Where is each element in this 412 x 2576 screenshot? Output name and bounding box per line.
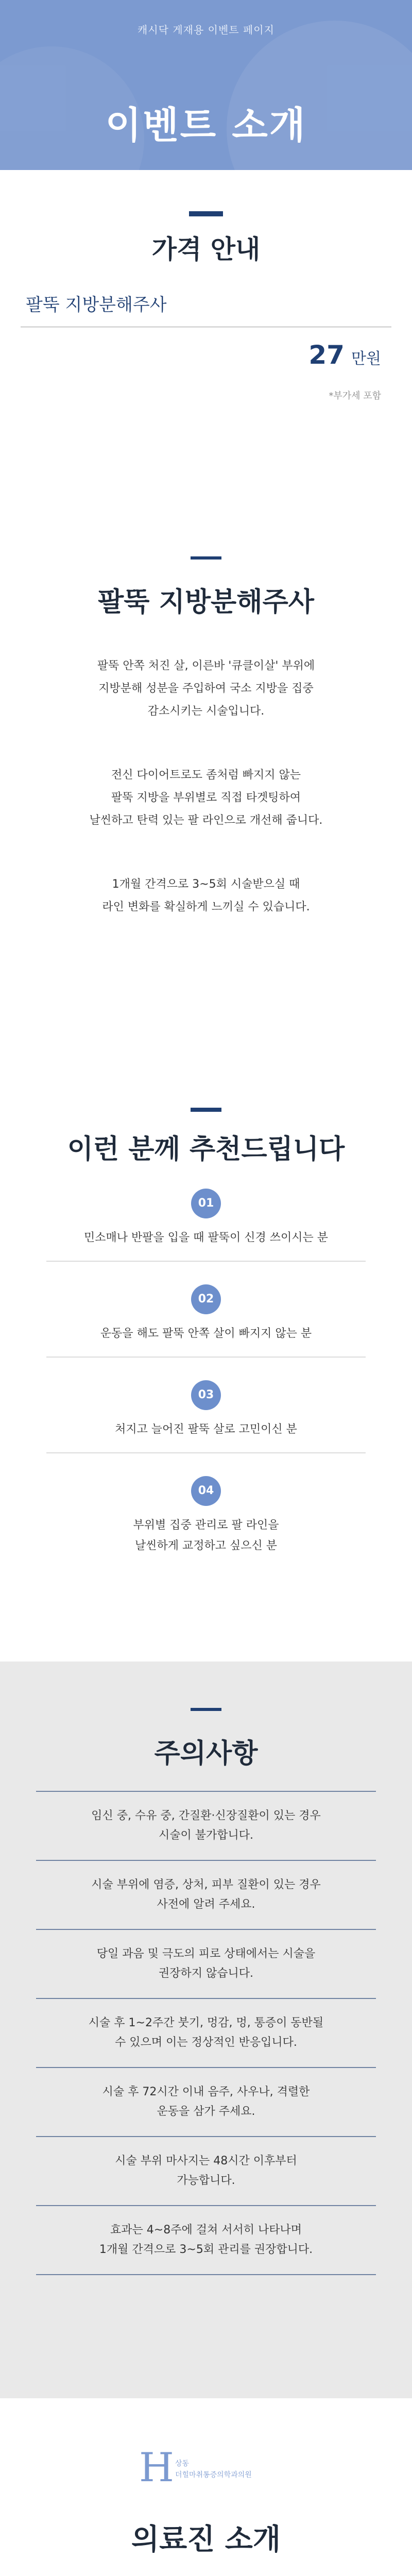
description-paragraph-1: [0, 655, 412, 723]
doctor-section: [0, 2445, 412, 2576]
recommend-number-badge: 04: [191, 1476, 221, 1506]
caution-divider: [36, 2067, 376, 2068]
recommend-number-badge: 02: [191, 1284, 221, 1314]
recommend-accent-bar: [191, 1108, 221, 1112]
caution-divider: [36, 1791, 376, 1792]
clinic-logo-mark: H: [139, 2445, 175, 2491]
recommend-item: [0, 1476, 412, 1556]
hero-title: 이벤트 소개: [105, 104, 307, 147]
description-accent-bar: [191, 556, 221, 560]
recommend-title: 이런 분께 추천드립니다: [67, 1134, 345, 1165]
price-title: 가격 안내: [151, 234, 261, 264]
description-line: 날씬하고 탄력 있는 팔 라인으로 개선해 줍니다.: [89, 814, 323, 827]
description-line: 팔뚝 안쪽 처진 살, 이른바 '큐클이살' 부위에: [97, 659, 315, 672]
recommend-item: [0, 1380, 412, 1453]
recommend-text: [0, 1515, 412, 1556]
recommend-text: [0, 1228, 412, 1248]
caution-line: 시술 후 1~2주간 붓기, 멍감, 멍, 통증이 동반될: [88, 2016, 324, 2029]
recommend-divider: [46, 1357, 366, 1358]
caution-divider: [36, 1998, 376, 1999]
recommend-text: [0, 1419, 412, 1440]
recommend-number-badge: 01: [191, 1189, 221, 1218]
price-vat-note: *부가세 포함: [329, 391, 381, 401]
clinic-logo-text: [175, 2458, 252, 2481]
description-title: 팔뚝 지방분해주사: [98, 587, 314, 618]
caution-item: [0, 1930, 412, 1998]
caution-item: [0, 2137, 412, 2205]
recommend-divider: [46, 1452, 366, 1453]
description-line: 감소시키는 시술입니다.: [147, 705, 265, 718]
description-paragraph-3: [0, 873, 412, 919]
price-section: [0, 211, 412, 531]
caution-divider: [36, 2274, 376, 2275]
product-description-section: [0, 556, 412, 1072]
caution-line: 시술 후 72시간 이내 음주, 사우나, 격렬한: [102, 2086, 310, 2098]
clinic-logo-line: 더힐마취통증의학과의원: [175, 2471, 252, 2479]
recommend-item: [0, 1189, 412, 1262]
description-paragraph-2: [0, 764, 412, 832]
caution-line: 운동을 삼가 주세요.: [157, 2105, 255, 2118]
recommend-line: 운동을 해도 팔뚝 안쪽 살이 빠지지 않는 분: [100, 1327, 312, 1340]
caution-item: [0, 1999, 412, 2067]
description-line: 지방분해 성분을 주입하여 국소 지방을 집중: [98, 682, 314, 695]
doctor-section-title: 의료진 소개: [131, 2523, 281, 2556]
caution-line: 효과는 4~8주에 걸쳐 서서히 나타나며: [110, 2224, 302, 2236]
clinic-logo-line: 상동: [175, 2460, 190, 2468]
caution-divider: [36, 2205, 376, 2206]
caution-section: [0, 1662, 412, 2398]
caution-title: 주의사항: [154, 1738, 258, 1769]
recommend-text: [0, 1324, 412, 1344]
caution-accent-bar: [191, 1708, 221, 1711]
caution-item: [0, 2068, 412, 2136]
hero-subtitle: 캐시닥 게재용 이벤트 페이지: [138, 24, 274, 36]
caution-list: [0, 1791, 412, 2275]
price-product-name: 팔뚝 지방분해주사: [26, 295, 167, 315]
caution-divider: [36, 2136, 376, 2137]
description-line: 팔뚝 지방을 부위별로 직접 타겟팅하여: [111, 791, 301, 804]
caution-line: 시술 부위에 염증, 상처, 피부 질환이 있는 경우: [91, 1878, 321, 1891]
caution-line: 임신 중, 수유 중, 간질환·신장질환이 있는 경우: [91, 1809, 321, 1822]
price-amount-row: [21, 340, 391, 370]
clinic-logo: [139, 2445, 273, 2491]
recommend-number-badge: 03: [191, 1380, 221, 1410]
caution-line: 권장하지 않습니다.: [158, 1967, 253, 1980]
caution-line: 1개월 간격으로 3~5회 관리를 권장합니다.: [99, 2243, 313, 2256]
recommend-line: 민소매나 반팔을 입을 때 팔뚝이 신경 쓰이시는 분: [84, 1231, 328, 1244]
price-accent-bar: [189, 211, 223, 216]
caution-line: 수 있으며 이는 정상적인 반응입니다.: [115, 2036, 297, 2049]
caution-line: 가능합니다.: [177, 2174, 235, 2187]
recommend-line: 날씬하게 교정하고 싶으신 분: [134, 1539, 277, 1552]
recommend-divider: [46, 1261, 366, 1262]
caution-line: 당일 과음 및 극도의 피로 상태에서는 시술을: [96, 1947, 316, 1960]
recommend-section: [0, 1108, 412, 1662]
hero-section: [0, 0, 412, 170]
price-unit: 만원: [351, 350, 381, 368]
caution-line: 사전에 알려 주세요.: [157, 1898, 255, 1911]
caution-line: 시술 부위 마사지는 48시간 이후부터: [115, 2155, 297, 2167]
price-amount: 27: [308, 340, 345, 370]
caution-line: 시술이 불가합니다.: [158, 1829, 253, 1842]
caution-divider: [36, 1929, 376, 1930]
recommend-line: 처지고 늘어진 팔뚝 살로 고민이신 분: [115, 1423, 297, 1436]
caution-item: [0, 1861, 412, 1929]
price-divider: [21, 326, 391, 328]
caution-item: [0, 1792, 412, 1860]
caution-item: [0, 2206, 412, 2274]
description-line: 1개월 간격으로 3~5회 시술받으실 때: [112, 878, 300, 891]
recommend-line: 부위별 집중 관리로 팔 라인을: [133, 1519, 279, 1532]
description-line: 전신 다이어트로도 좀처럼 빠지지 않는: [111, 769, 301, 782]
caution-divider: [36, 1860, 376, 1861]
description-line: 라인 변화를 확실하게 느끼실 수 있습니다.: [102, 901, 310, 913]
recommend-item: [0, 1284, 412, 1358]
